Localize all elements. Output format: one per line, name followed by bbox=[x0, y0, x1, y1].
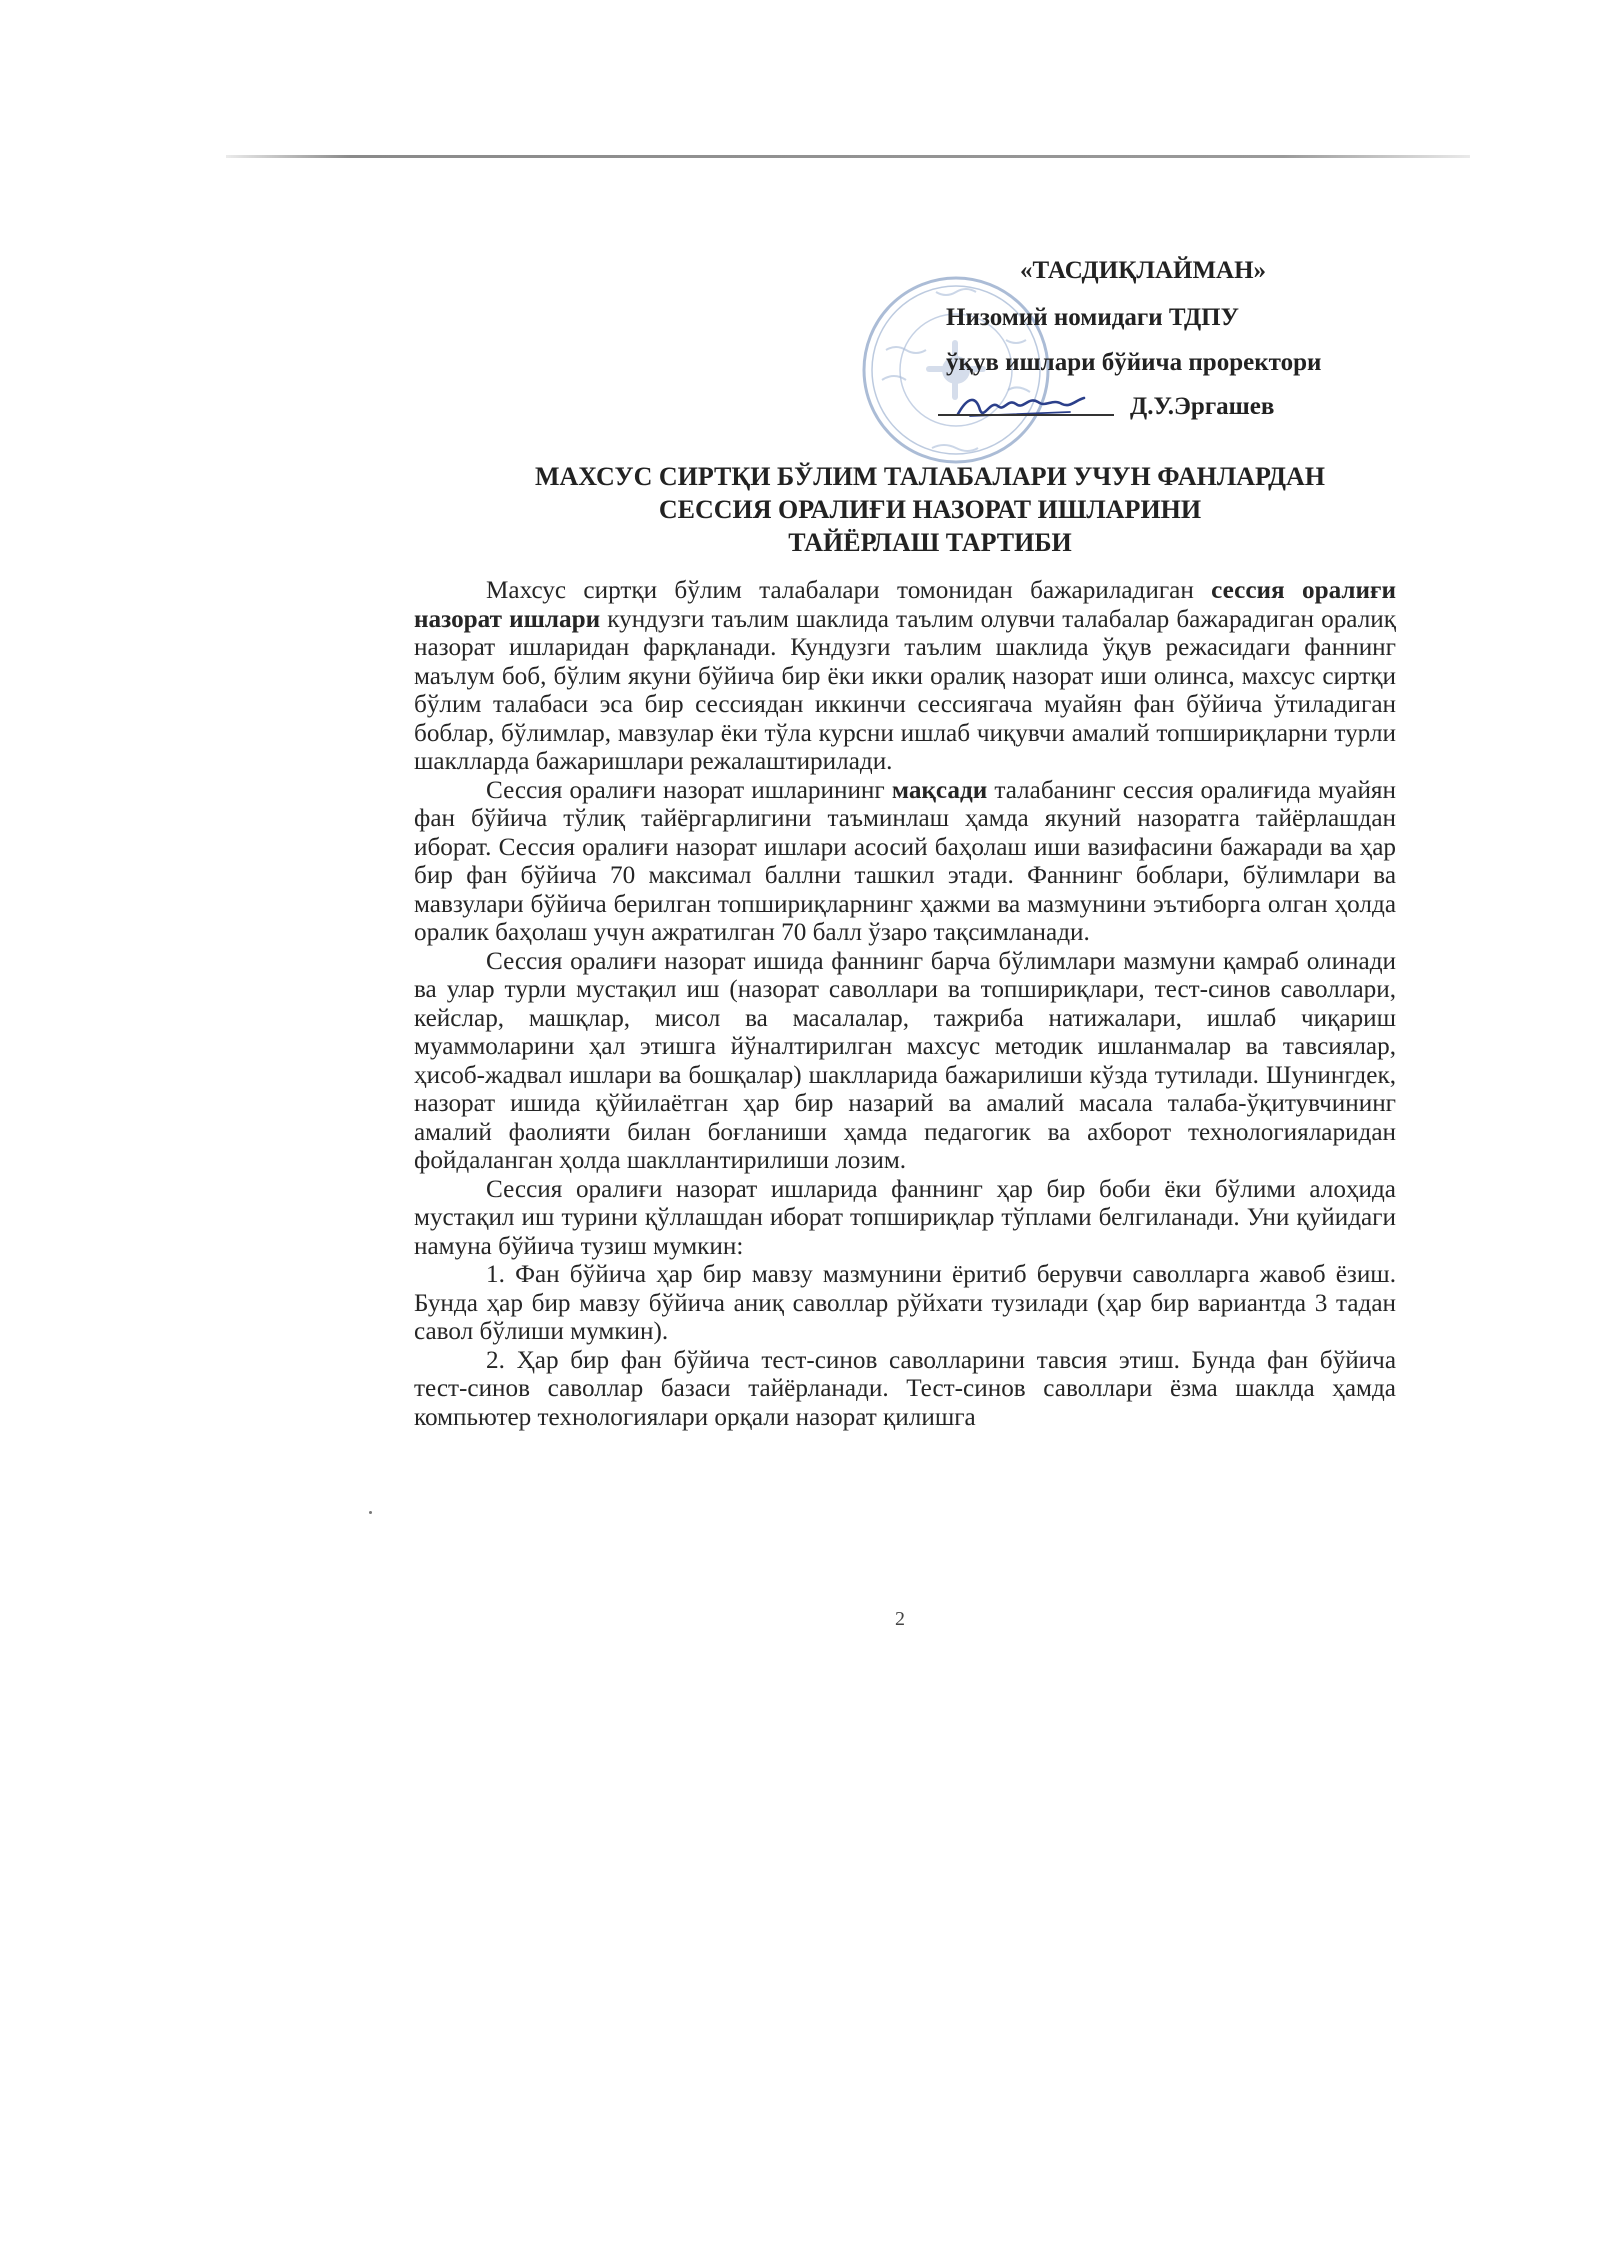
approval-signatory: Д.У.Эргашев bbox=[1130, 393, 1275, 420]
paragraph-1: Махсус сиртқи бўлим талабалари томонидан бажариладиган сессия оралиғи назорат ишлари кундузги таълим шаклида таълим олувчи талабалар бажарадиган оралиқ назорат ишларидан фарқланади. Кундузги таълим шаклида ўқув режасидаги фаннинг маълум боб, бўлим якуни бўйича бир ёки икки оралиқ назорат иши олинса, махсус сиртқи бўлим талабаси эса бир сессиядан иккинчи сессиягача муайян фан бўйича ўтиладиган боблар, бўлимлар, мавзулар ёки тўла курсни ишлаб чиқувчи амалий топшириқларни турли шаклларда бажаришлари режалаштирилади. bbox=[414, 577, 1397, 775]
approval-position: ўқув ишлари бўйича проректори bbox=[946, 349, 1322, 376]
paragraph-3: Сессия оралиғи назорат ишида фаннинг барча бўлимлари мазмуни қамраб олинади ва улар турли мустақил иш (назорат саволлари ва топшириқлари, тест-синов саволлари, кейслар, машқлар, мисол ва масалалар, тажриба натижалари, ишлаб чиқариш муаммоларини ҳал этишга йўналтирилган махсус методик ишланмалар ва тавсиялар, ҳисоб-жадвал ишлари ва бошқалар) шаклларида бажарилиши кўзда тутилади. Шунингдек, назорат ишида қўйилаётган ҳар бир назарий ва амалий масала талаба-ўқитувчининг амалий фаолияти билан боғланиши ҳамда педагогик ва ахборот технологияларидан фойдаланган ҳолда шакллантирилиши лозим. bbox=[414, 947, 1396, 1174]
title-line-2: СЕССИЯ ОРАЛИҒИ НАЗОРАТ ИШЛАРИНИ bbox=[658, 495, 1202, 524]
document-body bbox=[414, 577, 1396, 1432]
scan-speck bbox=[369, 1511, 372, 1514]
approval-institution: Низомий номидаги ТДПУ bbox=[946, 304, 1239, 331]
approval-heading: «ТАСДИҚЛАЙМАН» bbox=[1020, 257, 1267, 284]
title-line-3: ТАЙЁРЛАШ ТАРТИБИ bbox=[788, 528, 1072, 557]
document-title bbox=[420, 460, 1440, 559]
paragraph-4: Сессия оралиғи назорат ишларида фаннинг ҳар бир боби ёки бўлими алоҳида мустақил иш турини қўллашдан иборат топшириқлар тўплами белгиланади. Уни қуйидаги намуна бўйича тузиш мумкин: bbox=[414, 1175, 1396, 1260]
handwritten-signature-icon bbox=[950, 386, 1090, 424]
scan-edge-line bbox=[226, 155, 1470, 158]
page-number: 2 bbox=[895, 1608, 905, 1630]
emphasis-session-works: сессия оралиғи назорат ишлари bbox=[414, 577, 1397, 633]
signature-line bbox=[938, 414, 1114, 416]
paragraph-2: Сессия оралиғи назорат ишларининг мақсади талабанинг сессия оралиғида муайян фан бўйича тўлиқ тайёргарлигини таъминлаш ҳамда якуний назоратга тайёрлашдан иборат. Сессия оралиғи назорат ишлари асосий баҳолаш иши вазифасини бажаради ва ҳар бир фан бўйича 70 максимал баллни ташкил этади. Фаннинг боблари, бўлимлари ва мавзулари бўйича берилган топшириқларнинг ҳажми ва мазмунини эътиборга олган ҳолда оралик баҳолаш учун ажратилган 70 балл ўзаро тақсимланади. bbox=[414, 776, 1396, 946]
list-item-1: 1. Фан бўйича ҳар бир мавзу мазмунини ёритиб берувчи саволларга жавоб ёзиш. Бунда ҳар бир мавзу бўйича аниқ саволлар рўйхати тузилади (ҳар бир вариантда 3 тадан савол бўлиши мумкин). bbox=[414, 1261, 1396, 1345]
list-item-2: 2. Ҳар бир фан бўйича тест-синов саволларини тавсия этиш. Бунда фан бўйича тест-синов саволлар базаси тайёрланади. Тест-синов саволлари ёзма шаклда ҳамда компьютер технологиялари орқали назорат қилишга bbox=[414, 1346, 1396, 1431]
emphasis-goal: мақсади bbox=[891, 776, 988, 804]
title-line-1: МАХСУС СИРТҚИ БЎЛИМ ТАЛАБАЛАРИ УЧУН ФАНЛАРДАН bbox=[534, 462, 1326, 491]
